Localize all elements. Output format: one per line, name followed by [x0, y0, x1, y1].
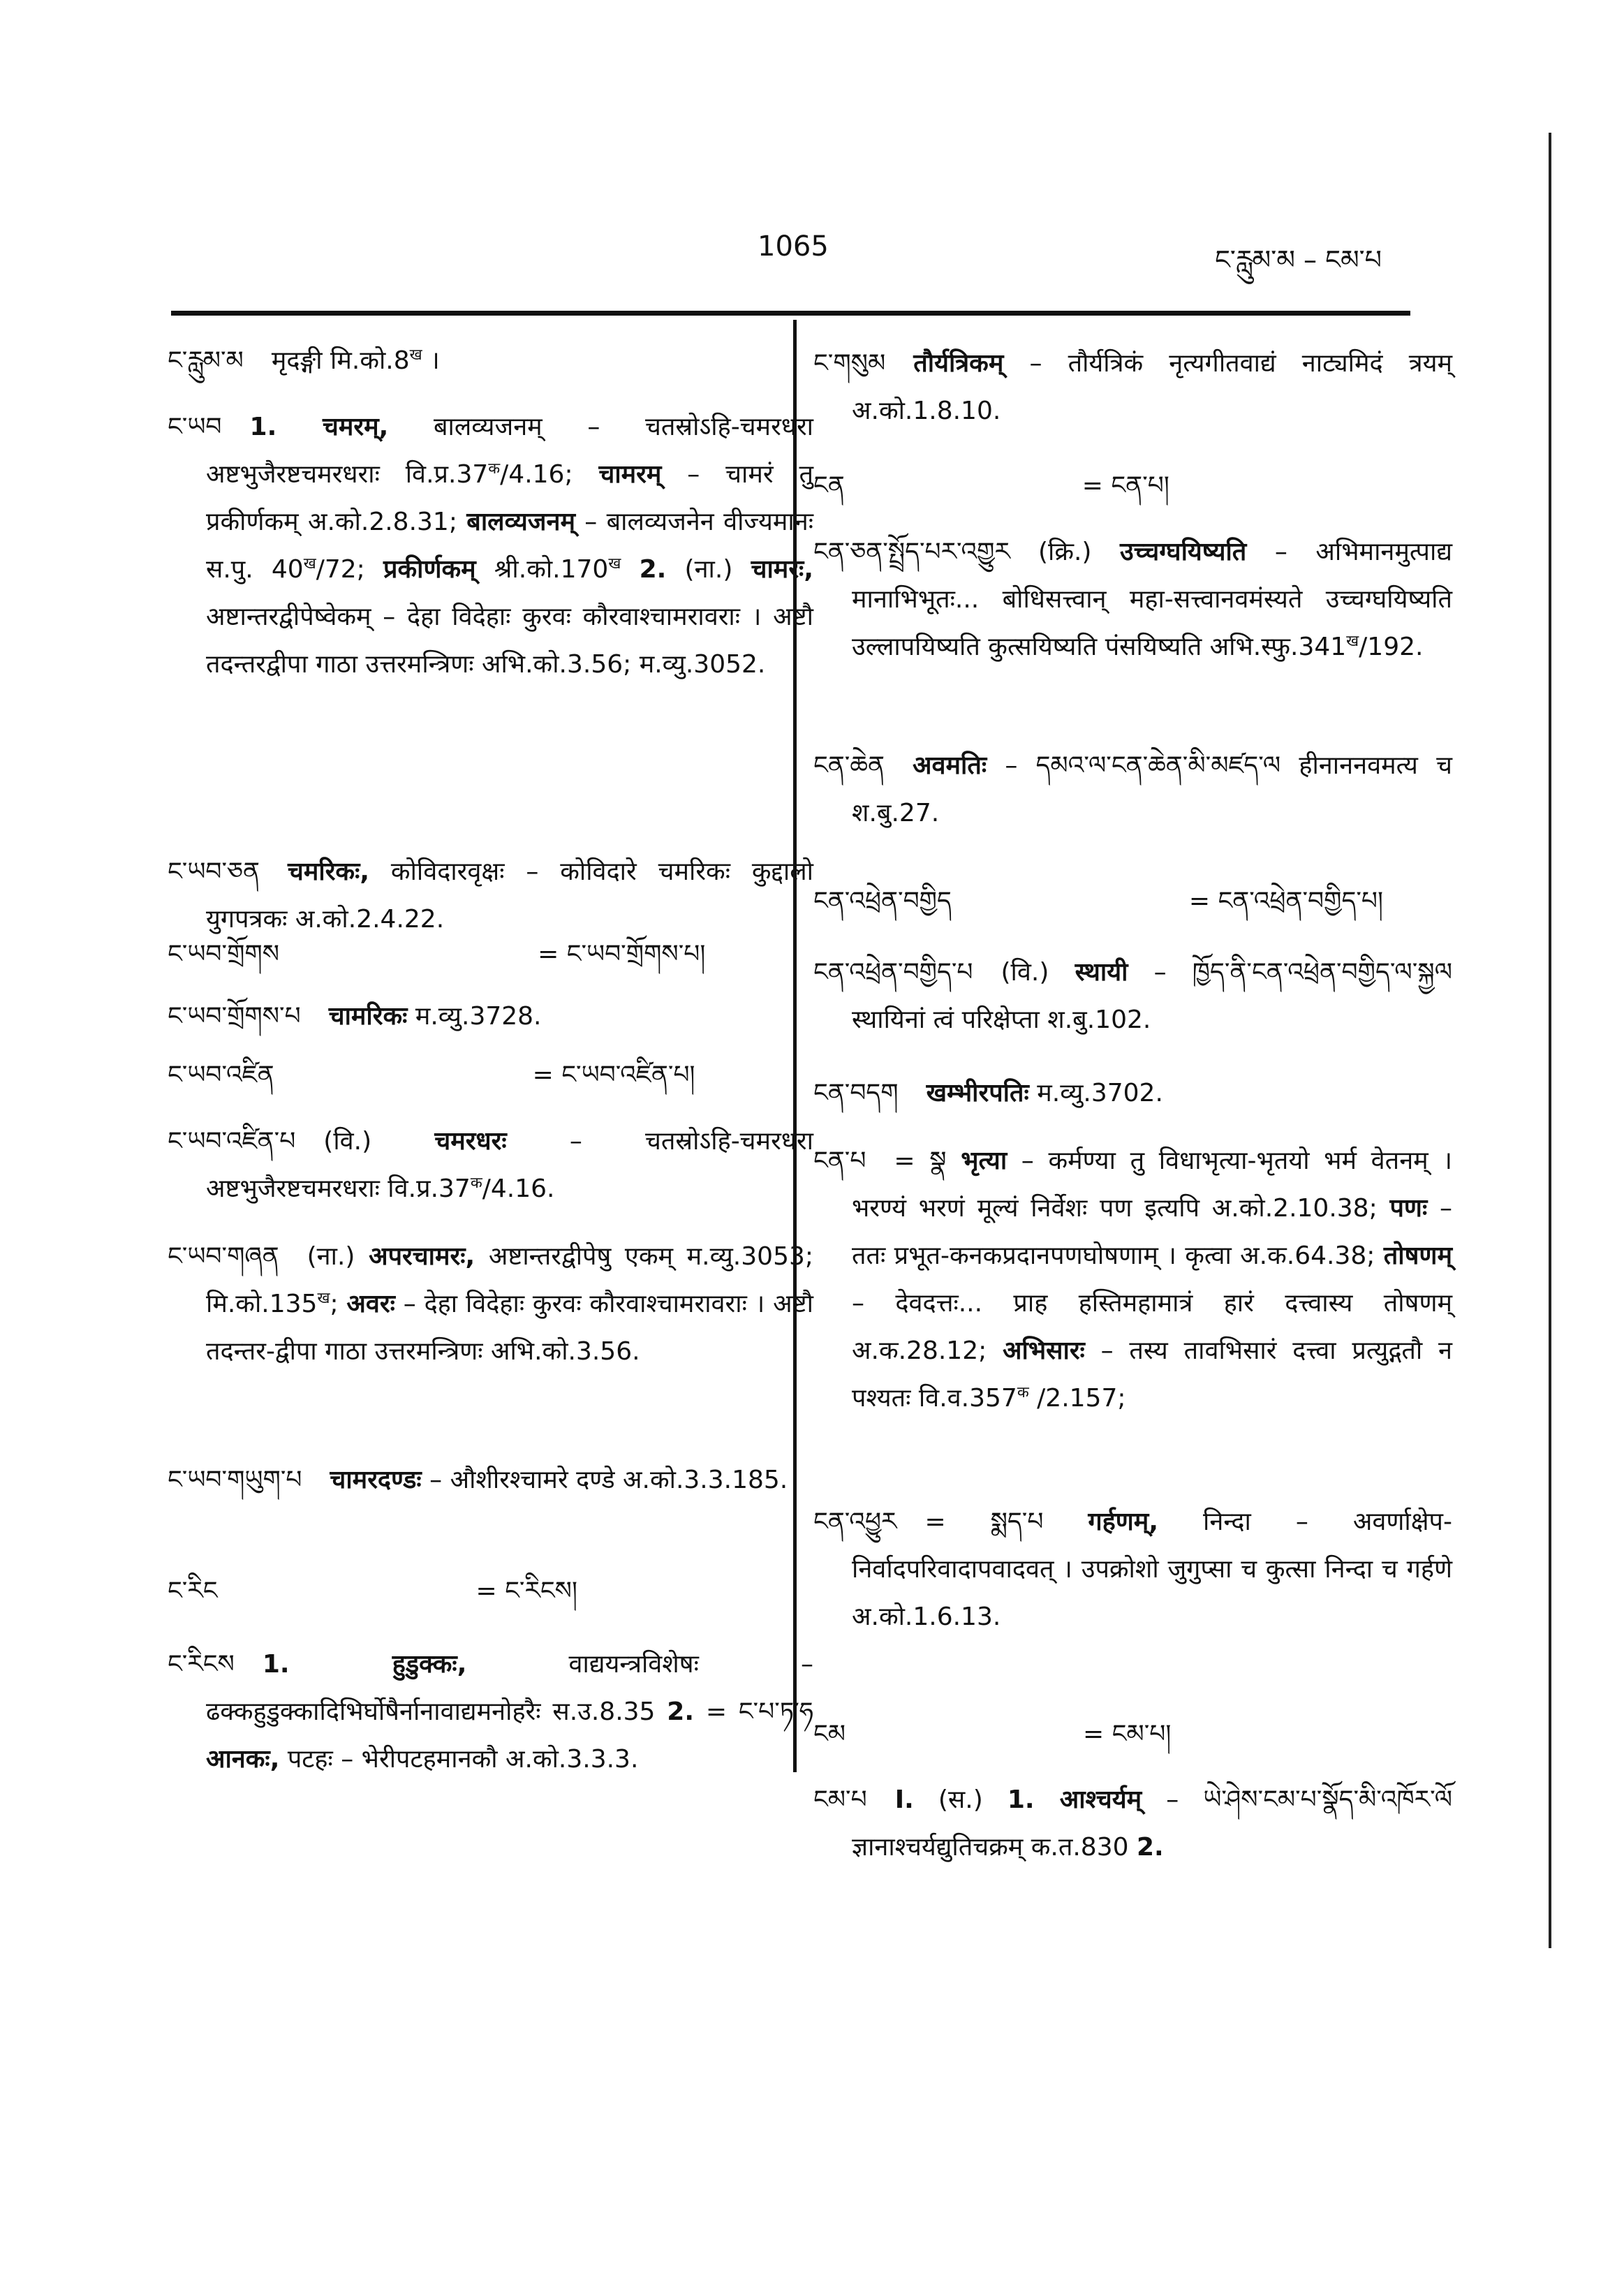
entry-text: /192. [1359, 633, 1424, 661]
sanskrit-equivalent: 1. हुडुक्कः, [262, 1650, 467, 1679]
dictionary-entry [168, 337, 813, 385]
entry-text: – कर्मण्या तु विधाभृत्या-भृतयो भर्म वेतनम् । भरण्यं भरणं मूल्यं निर्वेशः पण इत्यपि अ.को.2.10.38; [852, 1147, 1452, 1223]
entry-text: ख [608, 555, 621, 573]
entry-text: = སྣ [894, 1147, 961, 1175]
entry-text: – देवदत्तः... प्राह हस्तिमहामात्रं हारं दत्त्वास्य तोषणम् अ.क.28.12; [852, 1289, 1452, 1365]
entry-text: (ना.) [666, 555, 751, 584]
sanskrit-equivalent: I. [894, 1785, 914, 1814]
sanskrit-equivalent: अभिसारः [1003, 1336, 1085, 1365]
page-number: 1065 [758, 230, 829, 263]
sanskrit-equivalent: चामरिकः [328, 1002, 408, 1031]
page-edge-line [1549, 133, 1551, 1948]
sanskrit-equivalent: स्थायी [1075, 958, 1128, 987]
entry-text: क [488, 460, 501, 478]
dictionary-entry [168, 404, 813, 688]
entry-headword: ང་ཡབ་གཡུག་པ [168, 1466, 302, 1494]
cross-reference: = ངན་པ། [1082, 471, 1169, 500]
entry-headword: ང་ཡབ་འཛིན [168, 1061, 274, 1089]
entry-text: – तस्य तावभिसारं दत्त्वा प्रत्युद्गतौ न पश्यतः वि.व.357 [852, 1336, 1453, 1413]
entry-text: श्री.को.170 [475, 555, 609, 584]
entry-text: अष्टान्तरद्वीपेष्वेकम् – देहा विदेहाः कुरवः कौरवाश्चामरावराः । अष्टौ तदन्तरद्वीपा गाठा उत्तरमन्त्रिणः अभि.को.3.56; म.व्यु.3052. [206, 603, 813, 679]
running-head: ང་རླུམ་མ – ངམ་པ [1215, 244, 1382, 275]
entry-headword: ང་ཡབ [168, 413, 222, 441]
dictionary-entry [168, 1568, 813, 1615]
dictionary-entry [168, 1052, 813, 1099]
entry-headword: ངན་བདག [813, 1079, 899, 1107]
sanskrit-equivalent: चामरः, [751, 555, 813, 584]
dictionary-entry [168, 1233, 813, 1376]
sanskrit-equivalent: बालव्यजनम् [466, 508, 575, 536]
dictionary-entry [168, 931, 813, 978]
sanskrit-equivalent: अवमतिः [913, 751, 987, 780]
entry-text: – ཡེ་ཤེས་ངམ་པ་སྣོད་མི་འཁོར་ལོ ज्ञानाश्चर्यद्युतिचक्रम् क.त.830 [852, 1785, 1452, 1862]
entry-text: – चामरं तु प्रकीर्णकम् अ.को.2.8.31; [206, 460, 813, 536]
sanskrit-equivalent: 1. चमरम्, [249, 413, 389, 441]
entry-headword: ངན་ཅན་སྤྲོད་པར་འགྱུར [813, 538, 1010, 566]
sanskrit-equivalent: अपरचामरः, [369, 1242, 475, 1271]
entry-headword: ངན་འཕྱུར [813, 1508, 897, 1536]
entry-text: क [470, 1174, 482, 1192]
sanskrit-equivalent: पणः [1389, 1194, 1428, 1223]
entry-text: (वि.) [323, 1127, 435, 1156]
entry-text: म.व्यु.3702. [1028, 1079, 1163, 1107]
entry-text: = ང་པ་ཏ་ཧ [694, 1697, 813, 1726]
entry-text: पटहः – भेरीपटहमानकौ अ.को.3.3.3. [279, 1745, 639, 1774]
entry-text: – औशीरश्चामरे दण्डे अ.को.3.3.185. [421, 1466, 788, 1494]
sanskrit-equivalent: 1. आश्चर्यम् [1007, 1785, 1142, 1814]
entry-headword: ངན་འཕྲེན་བགྱིད་པ [813, 958, 973, 987]
entry-headword: ངན [813, 471, 845, 500]
dictionary-entry [168, 1118, 813, 1213]
dictionary-entry [168, 993, 813, 1040]
dictionary-entry [813, 462, 1452, 510]
entry-headword: ང་རིང [168, 1577, 218, 1605]
entry-text: – अभिमानमुत्पाद्य मानाभिभूतः... बोधिसत्त्वान् महा-सत्त्वानवमंस्यते उच्चग्घयिष्यति उल्लापयिष्यति कुत्सयिष्यति पंसयिष्यति अभि.स्फु.341 [852, 538, 1453, 661]
sanskrit-equivalent: उच्चग्घयिष्यति [1120, 538, 1247, 566]
cross-reference: = ངན་འཕྲེན་བགྱིད་པ། [1188, 887, 1383, 915]
entry-headword: ངན་པ [813, 1147, 866, 1175]
dictionary-entry [168, 848, 813, 943]
sanskrit-equivalent: भृत्या [961, 1147, 1007, 1175]
entry-headword: ང་རླུམ་མ [168, 346, 244, 375]
entry-headword: ངན་འཕྲེན་བགྱིད [813, 887, 952, 915]
entry-text: /4.16. [482, 1174, 555, 1203]
entry-text: – ཁྱོད་ནི་ངན་འཕྲེན་བགྱིད་ལ་སྐྱལ स्थायिनां त्वं परिक्षेप्ता श.बु.102. [852, 958, 1452, 1034]
sanskrit-equivalent: चामरम् [598, 460, 662, 489]
cross-reference: = ང་ཡབ་འཛིན་པ། [532, 1061, 695, 1089]
dictionary-entry [813, 529, 1452, 671]
entry-text: – དམའ་ལ་ངན་ཆེན་མི་མཛད་ལ हीनाननवमत्य च श.बु.27. [852, 751, 1452, 827]
entry-headword: ང་ཡབ་ཅན [168, 857, 260, 886]
dictionary-entry [813, 949, 1452, 1044]
sanskrit-equivalent: 2. [639, 555, 667, 584]
sanskrit-equivalent: प्रकीर्णकम् [383, 555, 476, 584]
entry-text: अष्टान्तरद्वीपेषु एकम् म.व्यु.3053; मि.को.135 [206, 1242, 814, 1318]
dictionary-entry [813, 1711, 1452, 1758]
entry-text: निन्दा – अवर्णाक्षेप-निर्वादपरिवादापवादवत् । उपक्रोशो जुगुप्सा च कुत्सा निन्दा च गर्हणे अ.को.1.6.13. [852, 1508, 1452, 1631]
entry-text: /2.157; [1028, 1384, 1126, 1413]
dictionary-entry [813, 1137, 1452, 1422]
entry-text: म.व्यु.3728. [407, 1002, 542, 1031]
sanskrit-equivalent: 2. [1136, 1833, 1164, 1862]
entry-text: ख [1346, 633, 1359, 650]
entry-headword: ངམ་པ [813, 1785, 867, 1814]
entry-text: – चतस्रोऽहि-चमरधरा अष्टभुजैरष्टचमरधराः वि.प्र.37 [206, 1127, 813, 1203]
sanskrit-equivalent: खम्भीरपतिः [926, 1079, 1029, 1107]
entry-headword: ང་གསུམ [813, 349, 886, 378]
dictionary-entry [813, 878, 1452, 925]
dictionary-entry [813, 1070, 1452, 1117]
sanskrit-equivalent: तोषणम् [1383, 1242, 1452, 1270]
entry-text: मृदङ्गी मि.को.8 [271, 346, 410, 375]
sanskrit-equivalent: 2. [667, 1697, 695, 1726]
dictionary-entry [168, 1457, 813, 1504]
cross-reference: = ང་རིངས། [475, 1577, 577, 1605]
entry-text: (स.) [913, 1785, 1007, 1814]
entry-headword: ངན་ཆེན [813, 751, 885, 780]
entry-headword: ང་ཡབ་འཛིན་པ [168, 1127, 296, 1156]
sanskrit-equivalent: गर्हणम्, [1088, 1508, 1159, 1536]
entry-text: (वि.) [1001, 958, 1075, 987]
sanskrit-equivalent: चमरधरः [434, 1127, 507, 1156]
entry-headword: ང་ཡབ་གཞན [168, 1242, 279, 1271]
cross-reference: = ང་ཡབ་གྲོགས་པ། [538, 940, 706, 968]
entry-text: /4.16; [500, 460, 599, 489]
sanskrit-equivalent: तौर्यत्रिकम् [913, 349, 1004, 378]
entry-text: ख [317, 1290, 330, 1307]
entry-text: – तौर्यत्रिकं नृत्यगीतवाद्यं नाट्यमिदं त्रयम् अ.को.1.8.10. [852, 349, 1452, 425]
dictionary-entry [168, 1641, 813, 1783]
entry-text [621, 555, 639, 584]
entry-text: /72; [316, 555, 384, 584]
entry-text: – ततः प्रभूत-कनकप्रदानपणघोषणाम् । कृत्वा अ.क.64.38; [852, 1194, 1452, 1270]
sanskrit-equivalent: चमरिकः, [287, 857, 370, 886]
sanskrit-equivalent: अवरः [346, 1290, 395, 1318]
cross-reference: = ངམ་པ། [1083, 1720, 1172, 1748]
entry-text: = སྨད་པ [924, 1508, 1088, 1536]
dictionary-entry [813, 1776, 1452, 1871]
entry-text: ख [409, 346, 422, 364]
dictionary-entry [813, 742, 1452, 837]
dictionary-entry [813, 1498, 1452, 1641]
entry-headword: ང་ཡབ་གྲོགས་པ [168, 1002, 301, 1031]
entry-text: ; [330, 1290, 347, 1318]
entry-text: । [422, 346, 440, 375]
entry-headword: ང་རིངས [168, 1650, 235, 1679]
entry-text: बालव्यजनम् – चतस्रोऽहि-चमरधरा अष्टभुजैरष्टचमरधराः वि.प्र.37 [206, 413, 813, 489]
entry-text: – देहा विदेहाः कुरवः कौरवाश्चामरावराः । अष्टौ तदन्तर-द्वीपा गाठा उत्तरमन्त्रिणः अभि.को.3.56. [206, 1290, 813, 1366]
entry-headword: ང་ཡབ་གྲོགས [168, 940, 280, 968]
dictionary-entry [813, 340, 1452, 435]
entry-text: वाद्ययन्त्रविशेषः – ढक्कहुडुक्कादिभिर्घोषैर्नानावाद्यमनोहरैः स.उ.8.35 [206, 1650, 813, 1726]
entry-text: (क्रि.) [1038, 538, 1121, 566]
entry-text: – बालव्यजनेन वीज्यमानः स.पु. 40 [206, 508, 813, 584]
entry-headword: ངམ [813, 1720, 846, 1748]
entry-text: क [1017, 1384, 1029, 1401]
entry-text: कोविदारवृक्षः – कोविदारे चमरिकः कुद्दालो युगपत्रकः अ.को.2.4.22. [206, 857, 813, 934]
sanskrit-equivalent: आनकः, [206, 1745, 280, 1774]
sanskrit-equivalent: चामरदण्डः [330, 1466, 422, 1494]
header-rule [171, 311, 1410, 316]
entry-text: (ना.) [307, 1242, 369, 1271]
entry-text: ख [303, 555, 316, 573]
